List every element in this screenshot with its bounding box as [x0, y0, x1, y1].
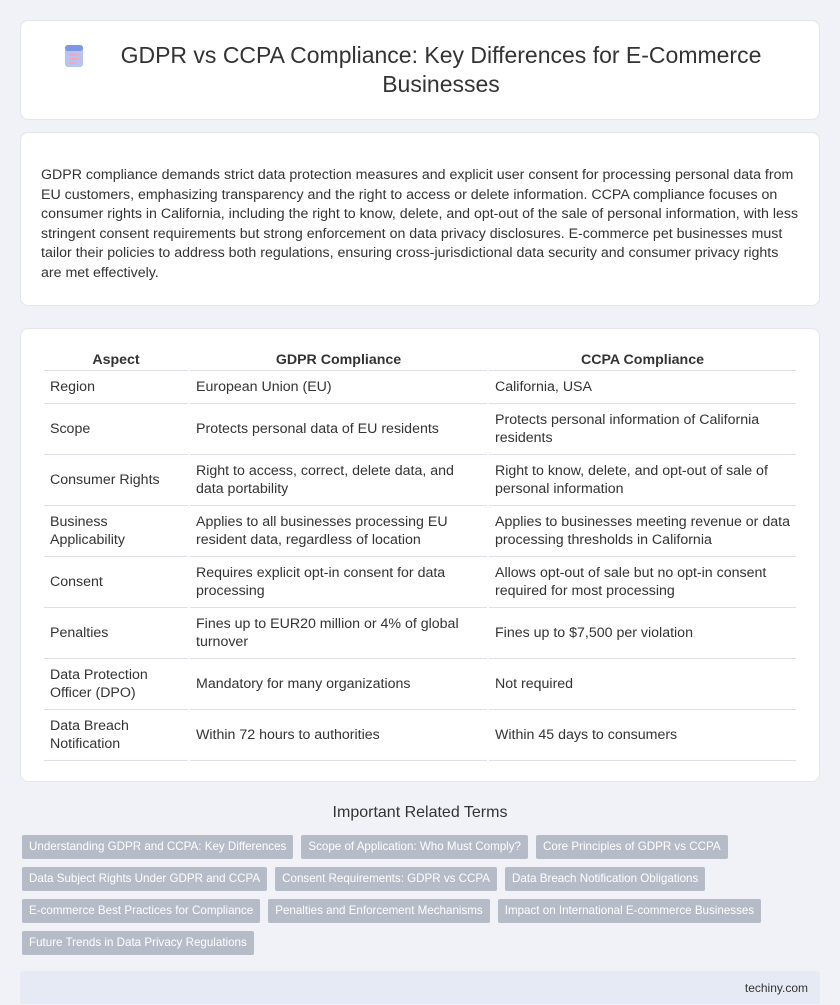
cell-ccpa: Fines up to $7,500 per violation [489, 608, 796, 659]
cell-ccpa: Protects personal information of California residents [489, 404, 796, 455]
cell-ccpa: Applies to businesses meeting revenue or data processing thresholds in California [489, 506, 796, 557]
cell-aspect: Consumer Rights [44, 455, 188, 506]
related-term-tag[interactable]: E-commerce Best Practices for Compliance [22, 899, 260, 923]
header-aspect: Aspect [44, 349, 188, 371]
cell-gdpr: Mandatory for many organizations [190, 659, 487, 710]
related-term-tag[interactable]: Data Subject Rights Under GDPR and CCPA [22, 867, 267, 891]
cell-ccpa: Right to know, delete, and opt-out of sale of personal information [489, 455, 796, 506]
cell-ccpa: Allows opt-out of sale but no opt-in consent required for most processing [489, 557, 796, 608]
footer-brand[interactable]: techiny.com [744, 980, 808, 995]
document-icon [61, 43, 87, 69]
intro-paragraph: GDPR compliance demands strict data protection measures and explicit user consent for processing personal data from EU customers, emphasizing transparency and the right to access or delete information. CCPA compliance focuses on consumer rights in California, including the right to know, delete, and opt-out of the sale of personal information, with less stringent consent requirements but strong enforcement on data privacy disclosures. E-commerce pet businesses must tailor their policies to address both regulations, ensuring cross-jurisdictional data security and consumer privacy rights are met effectively. [41, 167, 799, 281]
related-terms-heading: Important Related Terms [332, 804, 508, 821]
table-row [44, 557, 796, 608]
related-term-tag[interactable]: Data Breach Notification Obligations [505, 867, 705, 891]
cell-aspect: Data Protection Officer (DPO) [44, 659, 188, 710]
related-term-tag[interactable]: Core Principles of GDPR vs CCPA [536, 835, 728, 859]
related-terms-tags [0, 835, 840, 955]
table-card [20, 328, 820, 782]
related-term-tag[interactable]: Understanding GDPR and CCPA: Key Differences [22, 835, 293, 859]
cell-gdpr: Protects personal data of EU residents [190, 404, 487, 455]
cell-aspect: Data Breach Notification [44, 710, 188, 761]
related-term-tag[interactable]: Consent Requirements: GDPR vs CCPA [275, 867, 497, 891]
title-wrap [61, 41, 779, 99]
cell-aspect: Business Applicability [44, 506, 188, 557]
table-header-row [44, 349, 796, 371]
cell-aspect: Penalties [44, 608, 188, 659]
cell-aspect: Scope [44, 404, 188, 455]
related-term-tag[interactable]: Impact on International E-commerce Businesses [498, 899, 761, 923]
table-row [44, 710, 796, 761]
related-term-tag[interactable]: Scope of Application: Who Must Comply? [301, 835, 528, 859]
table-row [44, 608, 796, 659]
table-row [44, 404, 796, 455]
table-row [44, 506, 796, 557]
cell-gdpr: Within 72 hours to authorities [190, 710, 487, 761]
cell-gdpr: Fines up to EUR20 million or 4% of global turnover [190, 608, 487, 659]
comparison-table [42, 349, 798, 761]
table-row [44, 455, 796, 506]
related-terms-section [0, 804, 840, 955]
header-ccpa: CCPA Compliance [489, 349, 796, 371]
related-term-tag[interactable]: Future Trends in Data Privacy Regulations [22, 931, 254, 955]
header-gdpr: GDPR Compliance [190, 349, 487, 371]
cell-gdpr: Right to access, correct, delete data, and data portability [190, 455, 487, 506]
cell-ccpa: Not required [489, 659, 796, 710]
footer [20, 971, 820, 1004]
cell-aspect: Consent [44, 557, 188, 608]
cell-gdpr: Applies to all businesses processing EU resident data, regardless of location [190, 506, 487, 557]
cell-gdpr: Requires explicit opt-in consent for data processing [190, 557, 487, 608]
cell-ccpa: California, USA [489, 371, 796, 404]
page-title: GDPR vs CCPA Compliance: Key Differences for E-Commerce Businesses [120, 42, 762, 97]
cell-aspect: Region [44, 371, 188, 404]
cell-gdpr: European Union (EU) [190, 371, 487, 404]
intro-card [20, 132, 820, 306]
related-term-tag[interactable]: Penalties and Enforcement Mechanisms [268, 899, 490, 923]
title-card [20, 20, 820, 120]
table-row [44, 659, 796, 710]
cell-ccpa: Within 45 days to consumers [489, 710, 796, 761]
table-row [44, 371, 796, 404]
